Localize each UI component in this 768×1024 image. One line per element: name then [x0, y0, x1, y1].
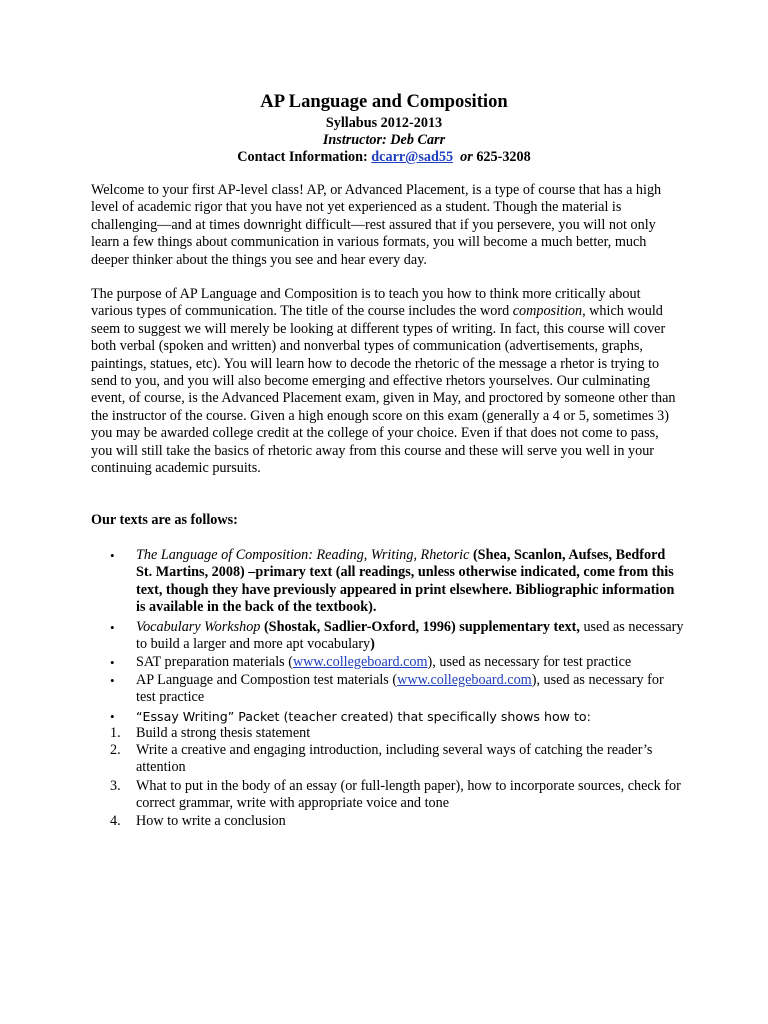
contact-or: or — [460, 149, 473, 165]
syllabus-year: Syllabus 2012-2013 — [325, 115, 443, 131]
textbook-details: (Shea, Scanlon, Aufses, Bedford St. Martins, 2008) –primary text (all readings, unless otherwise indicated, come from this text, though they have previously appeared in print elsewhere. Bibliographic information is available in the back of the textbook). — [136, 547, 675, 616]
collegeboard-link[interactable]: www.collegeboard.com — [292, 654, 428, 670]
textbook-title: The Language of Composition: Reading, Writing, Rhetoric — [136, 547, 470, 563]
list-item-sat — [136, 654, 684, 671]
list-item-vocabulary — [136, 619, 684, 654]
purpose-text-end: , which would seem to suggest we will merely be looking at different types of writing. In fact, this course will cover both verbal (spoken and written) and nonverbal types of communication (advertisements, graphs, paintings, statues, etc). You will learn how to decode the rhetoric of the message a rhetor is trying to send to you, and you will also become emerging and effective rhetors yourselves. Our culminating event, of course, is the Advanced Placement exam, given in May, and proctored by someone other than the instructor of the course. Given a high enough score on this exam (generally a 4 or 5, sometimes 3) you may be awarded college credit at the college of your choice. Even if that does not come to pass, you will still take the basics of rhetoric away from this course and these will serve you well in your continuing academic pursuits. — [91, 303, 676, 477]
step-conclusion: How to write a conclusion — [136, 813, 286, 829]
list-item-textbook — [136, 547, 684, 617]
vocabulary-close: ) — [370, 636, 375, 653]
collegeboard-link[interactable]: www.collegeboard.com — [397, 672, 532, 688]
ap-text-end: ), used as necessary for test practice — [136, 672, 664, 706]
sat-text-end: ), used as necessary for test practice — [427, 654, 632, 670]
contact-phone: 625-3208 — [476, 149, 531, 165]
bullet-marker: • — [110, 655, 115, 670]
step-thesis: Build a strong thesis statement — [136, 725, 311, 741]
contact-information — [0, 149, 768, 166]
step-number: 2. — [110, 742, 121, 758]
bullet-marker: • — [110, 548, 115, 563]
step-number: 4. — [110, 813, 121, 829]
ap-text-start: AP Language and Compostion test materials ( — [136, 672, 398, 688]
bullet-marker: • — [110, 620, 115, 635]
bullet-marker: • — [110, 673, 115, 688]
bullet-marker: • — [110, 709, 115, 724]
vocabulary-title: Vocabulary Workshop — [136, 619, 261, 635]
purpose-text-start: The purpose of AP Language and Composition is to teach you how to think more critically about various types of communication. The title of the course includes the word — [91, 286, 641, 320]
texts-heading: Our texts are as follows: — [91, 512, 238, 528]
contact-label: Contact Information: — [237, 149, 372, 165]
purpose-paragraph — [91, 286, 677, 477]
step-introduction: Write a creative and engaging introduction, including several ways of catching the reader’s attention — [136, 742, 653, 776]
vocabulary-details: (Shostak, Sadlier-Oxford, 1996) supplementary text, — [260, 619, 580, 635]
intro-paragraph: Welcome to your first AP-level class! AP, or Advanced Placement, is a type of course that has a high level of academic rigor that you have not yet experienced as a student. Though the material is challenging—and at times downright difficult—rest assured that if you persevere, you will not only learn a few things about communication in various formats, you will become a much better, much deeper thinker about the things you see and hear every day. — [91, 182, 662, 268]
vocabulary-usage: used as necessary to build a larger and more apt vocabulary — [136, 619, 684, 653]
sat-text-start: SAT preparation materials ( — [136, 654, 293, 670]
list-item-essay-packet: “Essay Writing” Packet (teacher created) that specifically shows how to: — [136, 709, 591, 724]
step-body: What to put in the body of an essay (or full-length paper), how to incorporate sources, check for correct grammar, write with appropriate voice and tone — [136, 778, 681, 812]
document-title: AP Language and Composition — [260, 91, 508, 112]
contact-email-link[interactable]: dcarr@sad55 — [371, 149, 454, 165]
step-number: 3. — [110, 778, 121, 794]
step-number: 1. — [110, 725, 121, 741]
composition-emphasis: composition — [512, 303, 583, 320]
list-item-ap-materials — [136, 672, 684, 707]
instructor-name: Instructor: Deb Carr — [322, 132, 446, 148]
